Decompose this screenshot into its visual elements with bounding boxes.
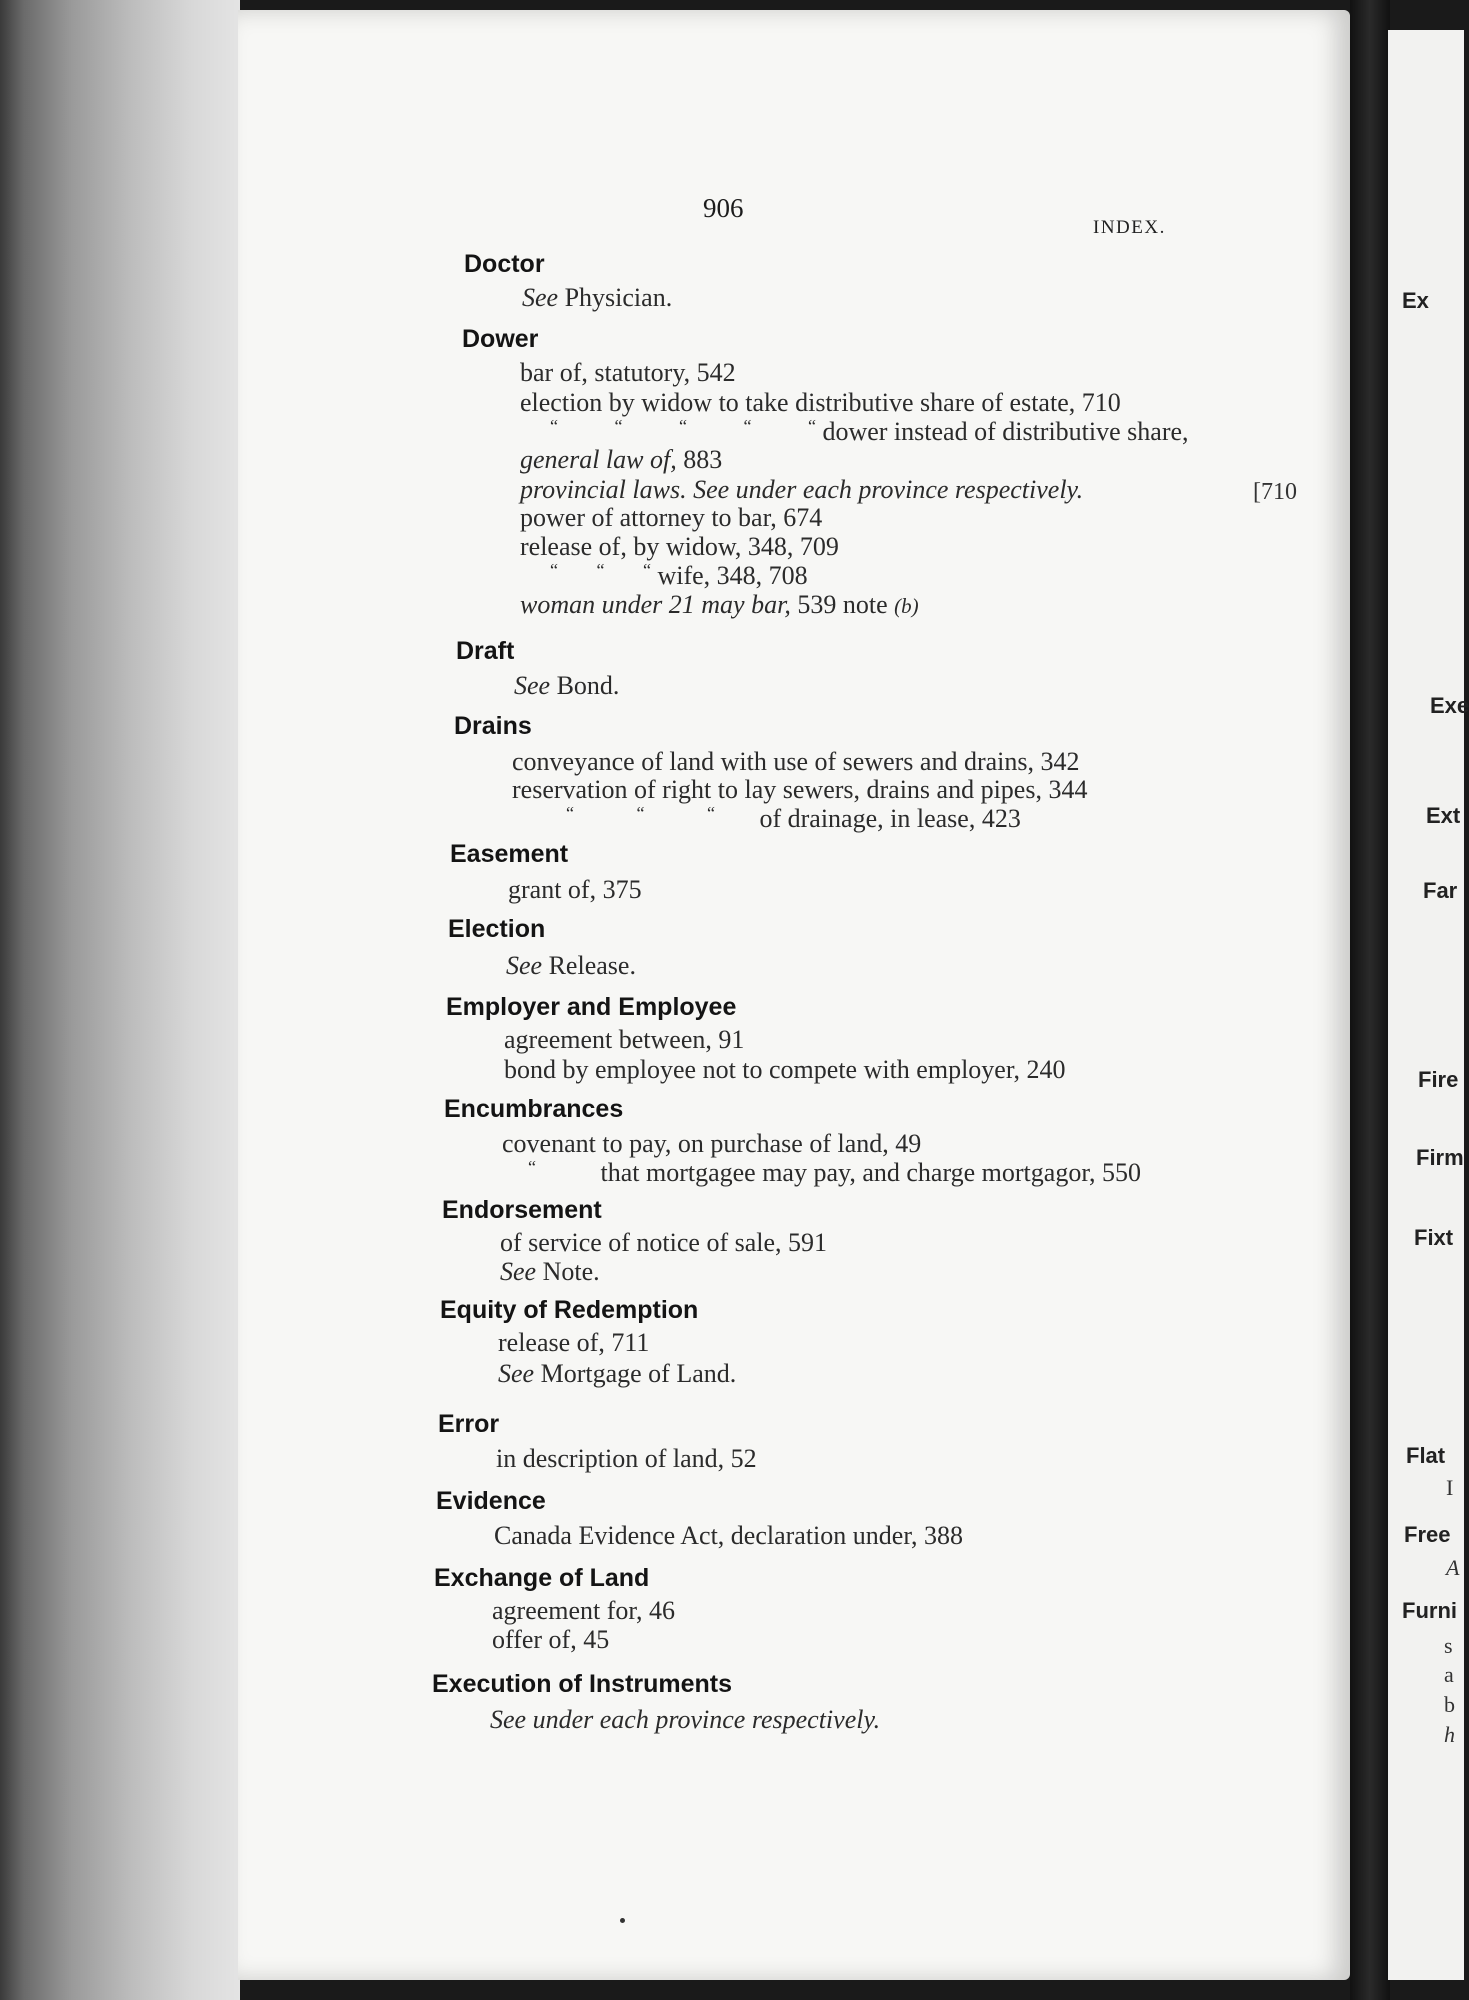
entry-line: covenant to pay, on purchase of land, 49 (502, 1129, 922, 1158)
see-reference: See (506, 951, 543, 980)
entry-line: agreement between, 91 (504, 1025, 745, 1054)
paper-speck (620, 1918, 625, 1923)
entry-heading: Easement (450, 840, 569, 868)
ditto-marks: “ “ “ “ “ (550, 416, 816, 436)
entry-line: Canada Evidence Act, declaration under, 388 (494, 1521, 963, 1550)
entry-heading: Election (448, 915, 546, 943)
entry-heading: Encumbrances (444, 1095, 624, 1123)
facing-heading: Free (1404, 1522, 1451, 1547)
italic-text: woman under 21 may bar, (520, 590, 791, 619)
entry-heading: Error (438, 1410, 500, 1438)
entry-line (520, 445, 722, 475)
running-head: INDEX. (1093, 217, 1166, 238)
entry-line: in description of land, 52 (496, 1444, 757, 1473)
entry-heading: Doctor (464, 250, 545, 278)
entry-line (528, 1157, 1141, 1188)
entry-line: offer of, 45 (492, 1625, 610, 1654)
facing-fragment: I (1446, 1475, 1454, 1500)
entry-heading: Exchange of Land (434, 1564, 650, 1592)
entry-line: grant of, 375 (508, 875, 642, 904)
facing-page-edge (1388, 30, 1469, 1980)
entry-line: election by widow to take distributive share of estate, 710 (520, 388, 1121, 417)
entry-line (550, 416, 1189, 447)
index-page (238, 10, 1350, 1980)
entry-line-text: dower instead of distributive share, (815, 417, 1189, 446)
entry-heading: Equity of Redemption (440, 1296, 699, 1324)
entry-line (498, 1359, 736, 1389)
facing-heading: Fire (1418, 1067, 1459, 1092)
ditto-marks: “ (528, 1157, 536, 1177)
entry-heading: Execution of Instruments (432, 1670, 733, 1698)
entry-line (514, 671, 619, 701)
entry-line: reservation of right to lay sewers, drains and pipes, 344 (512, 775, 1088, 804)
facing-heading: Exe (1430, 693, 1469, 718)
entry-line (566, 803, 1021, 834)
book-gutter (1350, 0, 1390, 2000)
ditto-marks: “ “ “ (566, 803, 715, 823)
entry-line: of service of notice of sale, 591 (500, 1228, 828, 1257)
entry-line-text: 883 (676, 445, 723, 474)
facing-heading: Far (1423, 878, 1458, 903)
entry-line: agreement for, 46 (492, 1596, 676, 1625)
entry-line-text: Note. (536, 1257, 600, 1286)
see-reference: See (522, 283, 559, 312)
entry-heading: Dower (462, 325, 539, 353)
facing-heading: Fixt (1414, 1225, 1454, 1250)
entry-line (520, 590, 919, 620)
entry-line (550, 560, 808, 591)
facing-fragment: a (1444, 1662, 1454, 1687)
page-number: 906 (703, 193, 744, 223)
entry-line (500, 1257, 600, 1287)
entry-line (506, 951, 636, 981)
margin-page-reference: [710 (1253, 479, 1297, 505)
entry-heading: Endorsement (442, 1196, 602, 1224)
facing-fragment: s (1444, 1633, 1453, 1658)
entry-line-text: Physician. (558, 283, 673, 312)
italic-text: general law of, (520, 445, 677, 474)
entry-heading: Evidence (436, 1487, 546, 1515)
entry-line: See under each province respectively. (490, 1705, 881, 1734)
entry-line-text: that mortgagee may pay, and charge mortgagor, 550 (594, 1158, 1141, 1187)
facing-heading: Flat (1406, 1443, 1446, 1468)
entry-line: conveyance of land with use of sewers and drains, 342 (512, 747, 1080, 776)
entry-line: release of, 711 (498, 1328, 650, 1357)
entry-line-text: 539 note (790, 590, 895, 619)
book-binding-edge (0, 0, 240, 2000)
entry-line (522, 283, 672, 313)
entry-line: power of attorney to bar, 674 (520, 503, 823, 532)
facing-fragment: A (1446, 1555, 1460, 1580)
entry-line-text: wife, 348, 708 (650, 561, 808, 590)
entry-heading: Drains (454, 712, 532, 740)
entry-heading: Draft (456, 637, 515, 665)
entry-line: bar of, statutory, 542 (520, 358, 736, 387)
ditto-marks: “ “ “ (550, 560, 651, 580)
facing-heading: Furni (1402, 1598, 1457, 1623)
see-reference: See (500, 1257, 537, 1286)
see-reference: See (498, 1359, 535, 1388)
entry-line: release of, by widow, 348, 709 (520, 532, 839, 561)
entry-line-text: of drainage, in lease, 423 (752, 804, 1021, 833)
entry-line-text: Release. (542, 951, 636, 980)
entry-line: bond by employee not to compete with employer, 240 (504, 1055, 1066, 1084)
facing-fragment: h (1444, 1722, 1455, 1747)
facing-fragment: b (1444, 1692, 1455, 1717)
entry-line-text: Mortgage of Land. (534, 1359, 737, 1388)
entry-line-text: Bond. (550, 671, 620, 700)
facing-heading: Ext (1426, 803, 1461, 828)
entry-line: provincial laws. See under each province respectively. (520, 475, 1084, 504)
facing-heading: Ex (1402, 288, 1429, 313)
footnote-marker: (b) (894, 594, 919, 618)
see-reference: See (514, 671, 551, 700)
facing-heading: Firm (1416, 1145, 1464, 1170)
entry-heading: Employer and Employee (446, 993, 737, 1021)
